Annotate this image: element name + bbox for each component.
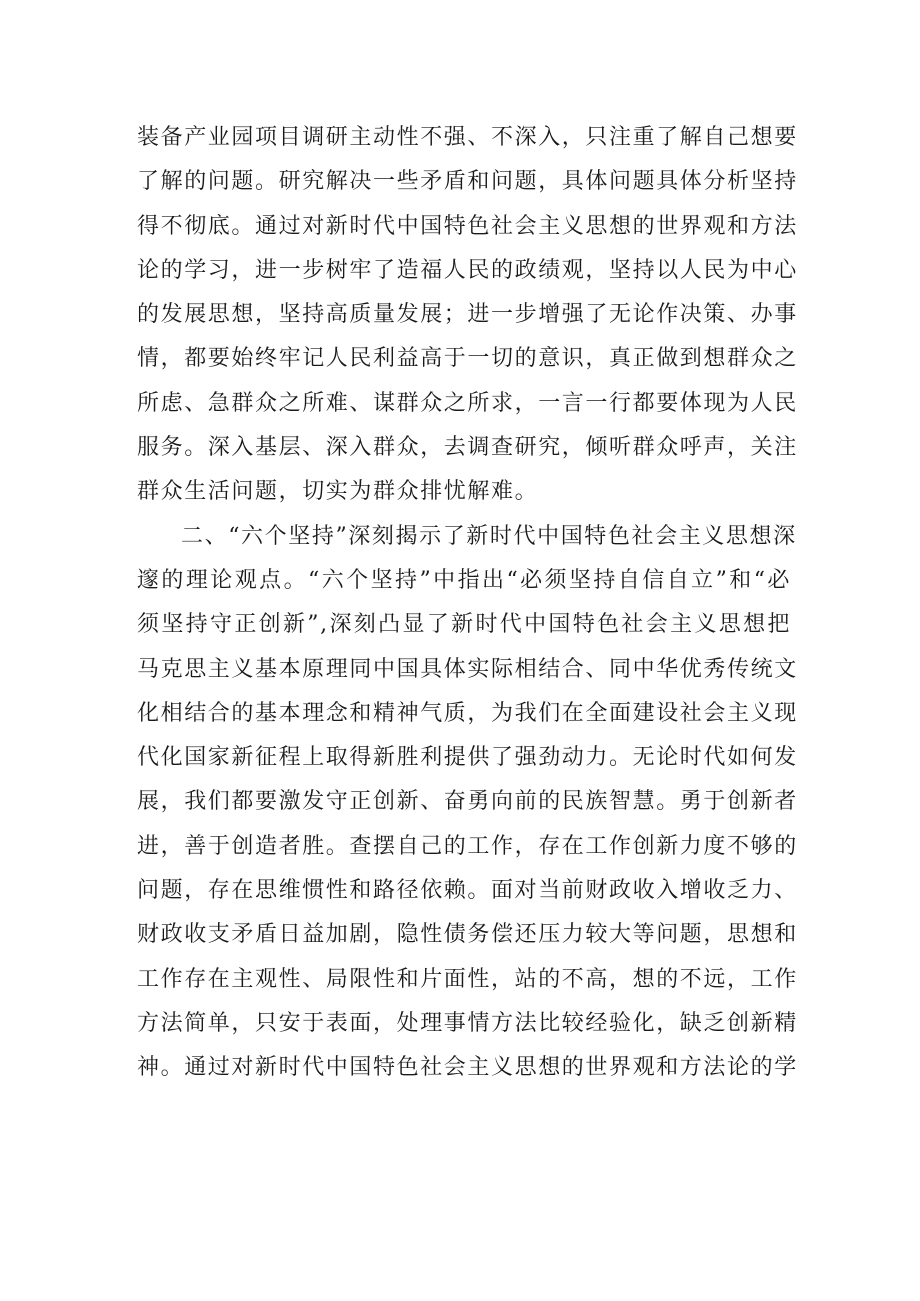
text-line: 化相结合的基本理念和精神气质，为我们在全面建设社会主义现 xyxy=(137,700,798,726)
document-body xyxy=(137,116,798,1091)
text-line: 群众生活问题，切实为群众排忧解难。 xyxy=(137,479,539,505)
text-line: 邃的理论观点。“六个坚持”中指出“必须坚持自信自立”和“必 xyxy=(137,567,791,593)
text-line: 马克思主义基本原理同中国具体实际相结合、同中华优秀传统文 xyxy=(137,656,798,682)
paragraph-2 xyxy=(137,515,798,1091)
text-line: 装备产业园项目调研主动性不强、不深入，只注重了解自己想要 xyxy=(137,125,798,150)
text-line: 二、“六个坚持”深刻揭示了新时代中国特色社会主义思想深 xyxy=(181,523,797,549)
text-line: 方法简单，只安于表面，处理事情方法比较经验化，缺乏创新精 xyxy=(137,1010,798,1036)
text-line: 所虑、急群众之所难、谋群众之所求，一言一行都要体现为人民 xyxy=(137,390,798,416)
text-line: 代化国家新征程上取得新胜利提供了强劲动力。无论时代如何发 xyxy=(137,745,798,771)
text-line: 论的学习，进一步树牢了造福人民的政绩观，坚持以人民为中心 xyxy=(137,257,798,283)
text-line: 问题，存在思维惯性和路径依赖。面对当前财政收入增收乏力、 xyxy=(137,878,798,904)
text-line: 的发展思想，坚持高质量发展；进一步增强了无论作决策、办事 xyxy=(137,302,798,328)
text-line: 工作存在主观性、局限性和片面性，站的不高，想的不远，工作 xyxy=(137,966,798,992)
text-line: 进，善于创造者胜。查摆自己的工作，存在工作创新力度不够的 xyxy=(137,833,798,859)
text-line: 了解的问题。研究解决一些矛盾和问题，具体问题具体分析坚持 xyxy=(137,169,798,195)
text-line: 得不彻底。通过对新时代中国特色社会主义思想的世界观和方法 xyxy=(137,213,798,239)
text-line: 服务。深入基层、深入群众，去调查研究，倾听群众呼声，关注 xyxy=(137,435,798,461)
text-line: 须坚持守正创新”,深刻凸显了新时代中国特色社会主义思想把 xyxy=(137,612,791,638)
text-line: 财政收支矛盾日益加剧，隐性债务偿还压力较大等问题，思想和 xyxy=(137,922,798,948)
paragraph-1 xyxy=(137,116,798,515)
text-line: 展，我们都要激发守正创新、奋勇向前的民族智慧。勇于创新者 xyxy=(137,789,798,815)
text-line: 神。通过对新时代中国特色社会主义思想的世界观和方法论的学 xyxy=(137,1055,798,1081)
text-line: 情，都要始终牢记人民利益高于一切的意识，真正做到想群众之 xyxy=(137,346,798,372)
